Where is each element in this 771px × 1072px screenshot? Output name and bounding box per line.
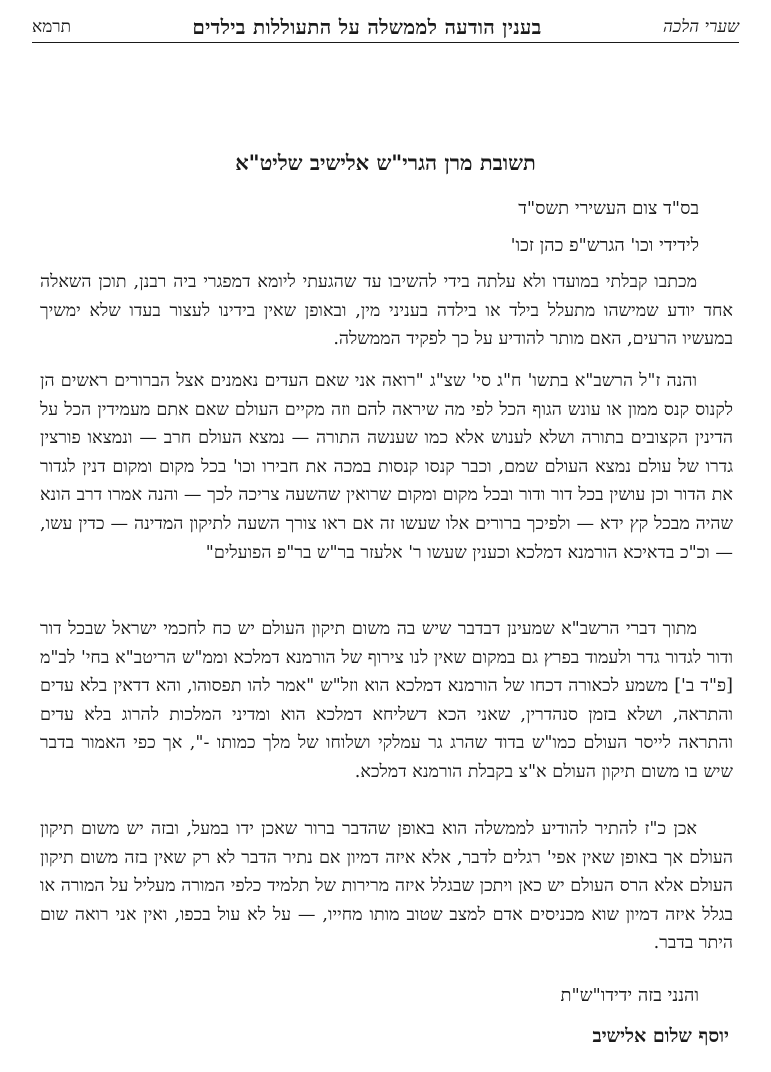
paragraph-4-text: אכן כ"ז להתיר להודיע לממשלה הוא באופן שהדבר ברור שאכן ידו במעל, ובזה יש משום תיקון העולם אך באופן שאין אפי' רגלים לדבר, אלא איזה דמיון אם נתיר הדבר לא רק שאין בזה משום תיקון העולם אלא הרס העולם יש כאן ויתכן שבגלל איזה מרירות של תלמיד כלפי המורה מעליל על המורה או בגלל איזה דמיון שוא מכניסים אדם למצב שטוב מותו מחייו, — על לא עול בכפו, ואין אני רואה שום היתר בדבר. (40, 819, 733, 954)
date-line: בס"ד צום העשירי תשס"ד (518, 198, 699, 219)
header-title: בענין הודעה לממשלה על התעוללות בילדים (192, 14, 542, 39)
paragraph-4 (40, 815, 733, 958)
paragraph-1 (40, 268, 733, 354)
paragraph-3 (40, 615, 733, 787)
closing-line: והנני בזה ידידו"ש"ת (560, 985, 699, 1006)
running-header (32, 12, 739, 43)
signature: יוסף שלום אלישיב (592, 1025, 729, 1047)
paragraph-3-text: מתוך דברי הרשב"א שמעינן דבדבר שיש בה משום תיקון העולם יש כח לחכמי ישראל שבכל דור ודור לגדור גדר ולעמוד בפרץ גם במקום שאין לנו צירוף של הורמנא דמלכא וממ"ש הריטב"א בחי' לב"מ [פ"ד ב'] משמע לכאורה דכחו של הורמנא דמלכא הוא וזל"ש "אמר להו תפסוהו, והא דדאין בלא עדים והתראה, ושלא בזמן סנהדרין, שאני הכא דשליחא דמלכא הוא ומדיני המלכות להרוג בלא עדים והתראה לייסר העולם כמו"ש בדוד שהרג גר עמלקי ושלוחו של מלך כמותו -", אך כפי האמור בדבר שיש בו משום תיקון העולם א"צ בקבלת הורמנא דמלכא. (40, 619, 733, 782)
responsum-title: תשובת מרן הגרי"ש אלישיב שליט"א (235, 150, 536, 175)
paragraph-1-text: מכתבו קבלתי במועדו ולא עלתה בידי להשיבו עד שהגעתי ליומא דמפגרי ביה רבנן, תוכן השאלה אחד יודע שמישהו מתעלל בילד או בילדה בעניני מין, ובאופן שאין בידינו לעצור בעדו שלא ימשיך במעשיו הרעים, האם מותר להודיע על כך לפקיד הממשלה. (40, 272, 733, 350)
salutation: לידידי וכו' הגרש"פ כהן זכו' (510, 235, 699, 256)
paragraph-2-text: והנה ז"ל הרשב"א בתשו' ח"ג סי' שצ"ג "רואה אני שאם העדים נאמנים אצל הברורים ראשים הן לקנוס קנס ממון או עונש הגוף הכל לפי מה שיראה להם וזה מקיים העולם שאם אתם מעמידין הכל על הדינין הקצובים בתורה ושלא לענוש אלא כמו שענשה התורה — נמצא העולם חרב — ונמצאו פורצין גדרו של עולם נמצא העולם שמם, וכבר קנסו קנסות במכה את חבירו וכו' בכל מקום ומקום דנין לגדור את הדור וכן עושין בכל דור ודור ובכל מקום ומקום שרואין שהשעה צריכה לכך — והנה אמרו דרב הונא שהיה מבכל קץ ידא — ולפיכך ברורים אלו שעשו זה אם ראו צורך השעה לתיקון המדינה — כדין עשו, — וכ"כ בדאיכא הורמנא דמלכא וכענין שעשו ר' אלעזר בר"ש בר"פ הפועלים" (40, 371, 733, 563)
header-book-name: שערי הלכה (662, 17, 739, 37)
header-page-number: תרמא (32, 17, 72, 37)
paragraph-2 (40, 367, 733, 567)
